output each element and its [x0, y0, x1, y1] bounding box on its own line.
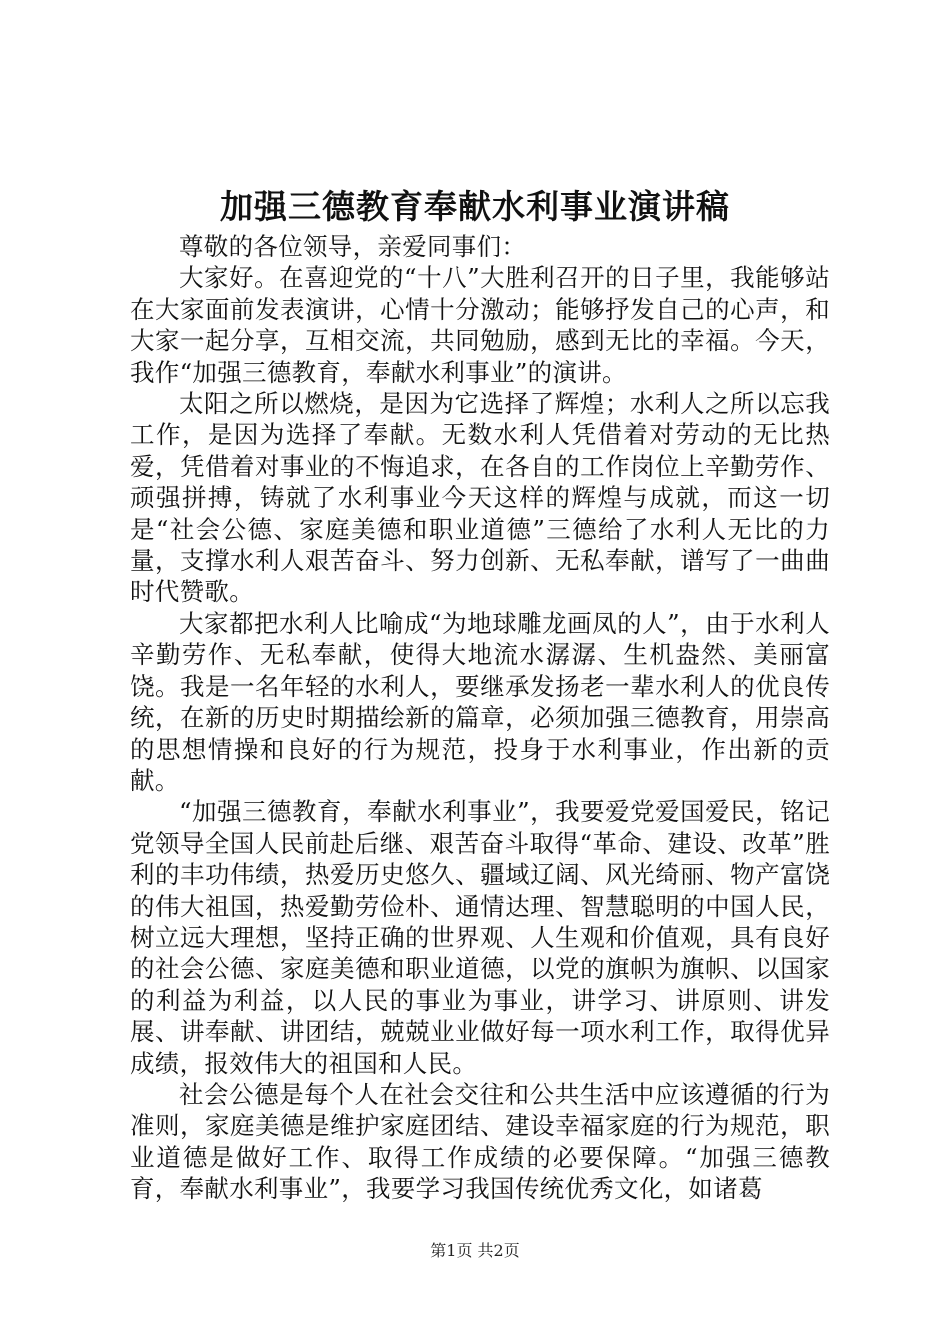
- paragraph-4: “加强三德教育，奉献水利事业”，我要爱党爱国爱民，铭记党领导全国人民前赴后继、艰苦奋斗取得“革命、建设、改革”胜利的丰功伟绩，热爱历史悠久、疆域辽阔、风光绮丽、物产富饶的伟大祖国，热爱勤劳俭朴、通情达理、智慧聪明的中国人民，树立远大理想，坚持正确的世界观、人生观和价值观，具有良好的社会公德、家庭美德和职业道德，以党的旗帜为旗帜、以国家的利益为利益，以人民的事业为事业，讲学习、讲原则、讲发展、讲奉献、讲团结，兢兢业业做好每一项水利工作，取得优异成绩，报效伟大的祖国和人民。: [130, 797, 830, 1078]
- document-body: [130, 231, 830, 1205]
- paragraph-5: 社会公德是每个人在社会交往和公共生活中应该遵循的行为准则，家庭美德是维护家庭团结、建设幸福家庭的行为规范，职业道德是做好工作、取得工作成绩的必要保障。“加强三德教育，奉献水利事业”，我要学习我国传统优秀文化，如诸葛: [130, 1079, 830, 1204]
- paragraph-1: 大家好。在喜迎党的“十八”大胜利召开的日子里，我能够站在大家面前发表演讲，心情十分激动；能够抒发自己的心声，和大家一起分享，互相交流，共同勉励，感到无比的幸福。今天，我作“加强三德教育，奉献水利事业”的演讲。: [130, 263, 830, 387]
- paragraph-3: 大家都把水利人比喻成“为地球雕龙画凤的人”，由于水利人辛勤劳作、无私奉献，使得大地流水潺潺、生机盎然、美丽富饶。我是一名年轻的水利人，要继承发扬老一辈水利人的优良传统，在新的历史时期描绘新的篇章，必须加强三德教育，用崇高的思想情操和良好的行为规范，投身于水利事业，作出新的贡献。: [130, 608, 830, 795]
- salutation: 尊敬的各位领导，亲爱同事们：: [179, 232, 527, 261]
- paragraph-2: 太阳之所以燃烧，是因为它选择了辉煌；水利人之所以忘我工作，是因为选择了奉献。无数水利人凭借着对劳动的无比热爱，凭借着对事业的不悔追求，在各自的工作岗位上辛勤劳作、顽强拼搏，铸就了水利事业今天这样的辉煌与成就，而这一切是“社会公德、家庭美德和职业道德”三德给了水利人无比的力量，支撑水利人艰苦奋斗、努力创新、无私奉献，谱写了一曲曲时代赞歌。: [130, 389, 830, 607]
- document-title: 加强三德教育奉献水利事业演讲稿: [220, 187, 730, 226]
- page-footer: 第1页 共2页: [430, 1241, 520, 1260]
